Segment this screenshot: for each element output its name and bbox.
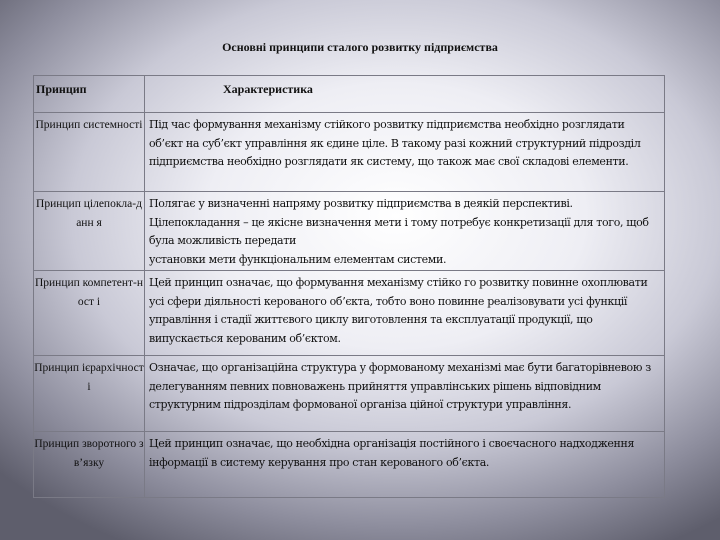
principle-description (145, 113, 665, 192)
principle-name: Принцип компетент-ност і (34, 271, 145, 356)
principle-description (145, 432, 665, 498)
principles-table (33, 75, 665, 498)
table-row (34, 113, 665, 192)
description-text: Під час формування механізму стійкого розвитку підприємства необхідно розглядати об’єкт на суб’єкт управління як єдине ціле. В такому разі кожний структурний підрозділ підприємства необхідно розглядати як систему, що також має свої складові елементи. (149, 118, 641, 168)
principle-description (145, 192, 665, 271)
header-principle: Принцип (34, 76, 145, 113)
principle-description (145, 356, 665, 432)
table-row (34, 271, 665, 356)
principle-name: Принцип ієрархічності (34, 356, 145, 432)
principle-description (145, 271, 665, 356)
description-text: Полягає у визначенні напряму розвитку підприємства в деякій перспективі. Цілепокладання – це якісне визначення мети і тому потребує конкретизації для того, щоб була можливість передати (149, 197, 649, 247)
table-row (34, 192, 665, 271)
description-text: Цей принцип означає, що необхідна організація постійного і своєчасного надходження інформації в систему керування про стан керованого об’єкта. (149, 437, 635, 469)
description-text: Цей принцип означає, що формування механізму стійко го розвитку повинне охоплювати усі сфери діяльності керованого об’єкта, тобто воно повинне реалізовувати усі функції управління і стадії життєвого циклу виготовлення та експлуатації продукції, що випускається керованим об’єктом. (149, 276, 648, 345)
principle-name: Принцип системності (34, 113, 145, 192)
table-row (34, 356, 665, 432)
header-characteristic: Характеристика (145, 76, 665, 113)
description-text: Означає, що організаційна структура у формованому механізмі має бути багаторівневою з делегуванням певних повноважень прийняття управлінських рішень відповідним структурним підрозділам формованої організа ційної структури управління. (149, 361, 651, 411)
table-header-row (34, 76, 665, 113)
table-row (34, 432, 665, 498)
description-text: установки мети функціональним елементам системи. (149, 252, 447, 266)
principle-name: Принцип зворотного зв’язку (34, 432, 145, 498)
page-title: Основні принципи сталого розвитку підприємства (222, 40, 498, 54)
principle-name: Принцип цілепокла-данн я (34, 192, 145, 271)
